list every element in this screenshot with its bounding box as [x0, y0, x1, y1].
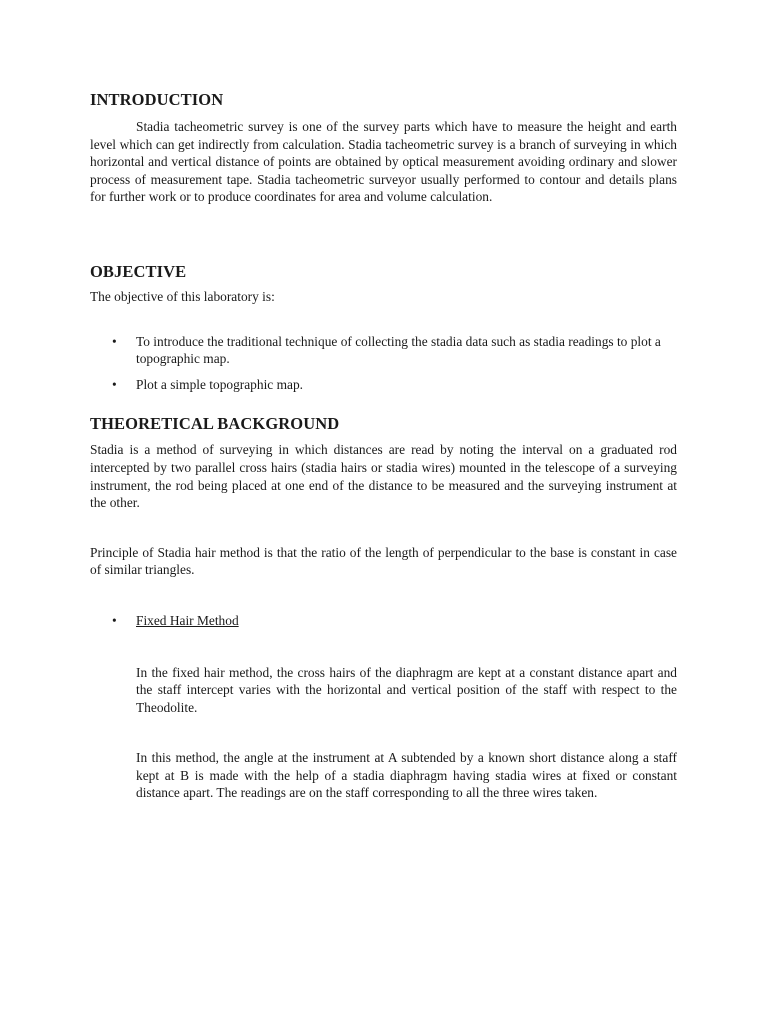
method-paragraph-2: In this method, the angle at the instrument at A subtended by a known short distance along a staff kept at B is made with the help of a stadia diaphragm having stadia wires at fixed or constant distance apart. The readings are on the staff corresponding to all the three wires taken. [136, 750, 677, 801]
introduction-heading: INTRODUCTION [90, 90, 224, 109]
objective-intro: The objective of this laboratory is: [90, 288, 275, 304]
method-list [90, 612, 677, 630]
theory-heading: THEORETICAL BACKGROUND [90, 414, 340, 434]
objective-item [90, 333, 677, 368]
document-page [90, 89, 677, 802]
objective-item-text: Plot a simple topographic map. [136, 376, 303, 392]
introduction-paragraph: Stadia tacheometric survey is one of the survey parts which have to measure the height and earth level which can get indirectly from calculation. Stadia tacheometric survey is a branch of surveying in which horizontal and vertical distance of points are obtained by optical measurement avoiding ordinary and slower process of measurement tape. Stadia tacheometric surveyor usually performed to contour and details plans for further work or to produce coordinates for area and volume calculation. [90, 119, 677, 205]
objective-item [90, 376, 677, 394]
fixed-hair-method-heading: Fixed Hair Method [136, 612, 239, 628]
theory-paragraph-1: Stadia is a method of surveying in which distances are read by noting the interval on a graduated rod intercepted by two parallel cross hairs (stadia hairs or stadia wires) mounted in the telescope of a surveying instrument, the rod being placed at one end of the distance to be measured and the surveying instrument at the other. [90, 442, 677, 511]
method-paragraph-1: In the fixed hair method, the cross hairs of the diaphragm are kept at a constant distance apart and the staff intercept varies with the horizontal and vertical position of the staff with respect to the Theodolite. [136, 664, 677, 715]
bullet-icon: • [112, 376, 117, 392]
objective-item-text: To introduce the traditional technique of collecting the stadia data such as stadia readings to plot a topographic map. [136, 333, 661, 367]
theory-paragraph-2: Principle of Stadia hair method is that the ratio of the length of perpendicular to the base is constant in case of similar triangles. [90, 544, 677, 578]
objective-heading: OBJECTIVE [90, 261, 187, 281]
bullet-icon: • [112, 612, 117, 628]
objective-list [90, 333, 677, 394]
method-item [90, 612, 677, 630]
bullet-icon: • [112, 333, 117, 349]
